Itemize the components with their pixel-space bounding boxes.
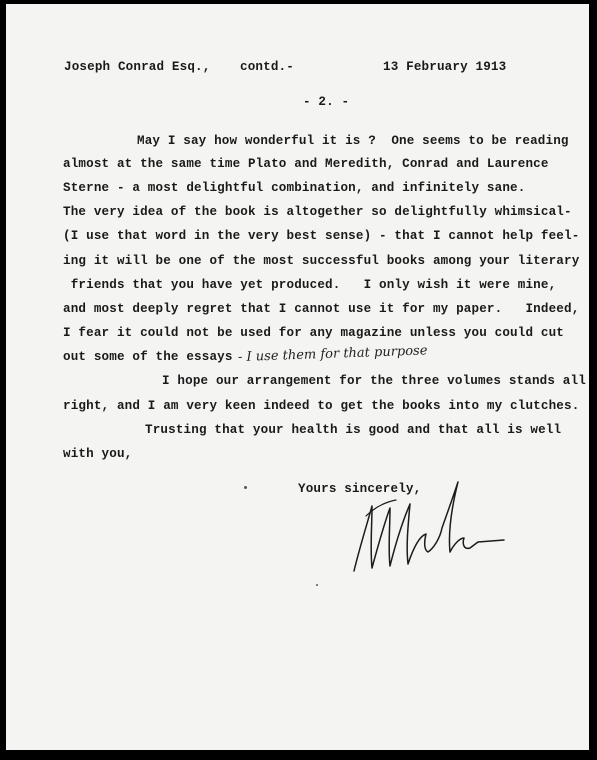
body-line: I fear it could not be used for any magazine unless you could cut — [63, 326, 564, 340]
body-line: May I say how wonderful it is ? One seems to be reading — [137, 134, 569, 148]
body-line: ing it will be one of the most successful books among your literary — [63, 254, 580, 268]
body-line: Trusting that your health is good and that all is well — [145, 423, 562, 437]
addressee: Joseph Conrad Esq., — [64, 60, 211, 74]
body-line: The very idea of the book is altogether so delightfully whimsical- — [63, 205, 572, 219]
closing: Yours sincerely, — [298, 482, 422, 496]
body-line: with you, — [63, 447, 133, 461]
letter-page — [6, 4, 589, 750]
page-number: - 2. - — [303, 95, 350, 109]
body-line: I hope our arrangement for the three volumes stands all — [162, 374, 586, 388]
letter-date: 13 February 1913 — [383, 60, 507, 74]
paper-speck — [316, 584, 318, 586]
paper-speck — [244, 486, 247, 489]
body-line: friends that you have yet produced. I only wish it were mine, — [63, 278, 557, 292]
body-line: and most deeply regret that I cannot use it for my paper. Indeed, — [63, 302, 580, 316]
body-line: almost at the same time Plato and Meredith, Conrad and Laurence — [63, 157, 549, 171]
body-line: (I use that word in the very best sense) - that I cannot help feel- — [63, 229, 580, 243]
continued-label: contd.- — [240, 60, 294, 74]
body-line: Sterne - a most delightful combination, and infinitely sane. — [63, 181, 526, 195]
body-line: right, and I am very keen indeed to get the books into my clutches. — [63, 399, 580, 413]
body-line: out some of the essays — [63, 350, 233, 364]
handwritten-signature — [346, 476, 506, 586]
handwritten-insert: - I use them for that purpose — [237, 343, 428, 365]
